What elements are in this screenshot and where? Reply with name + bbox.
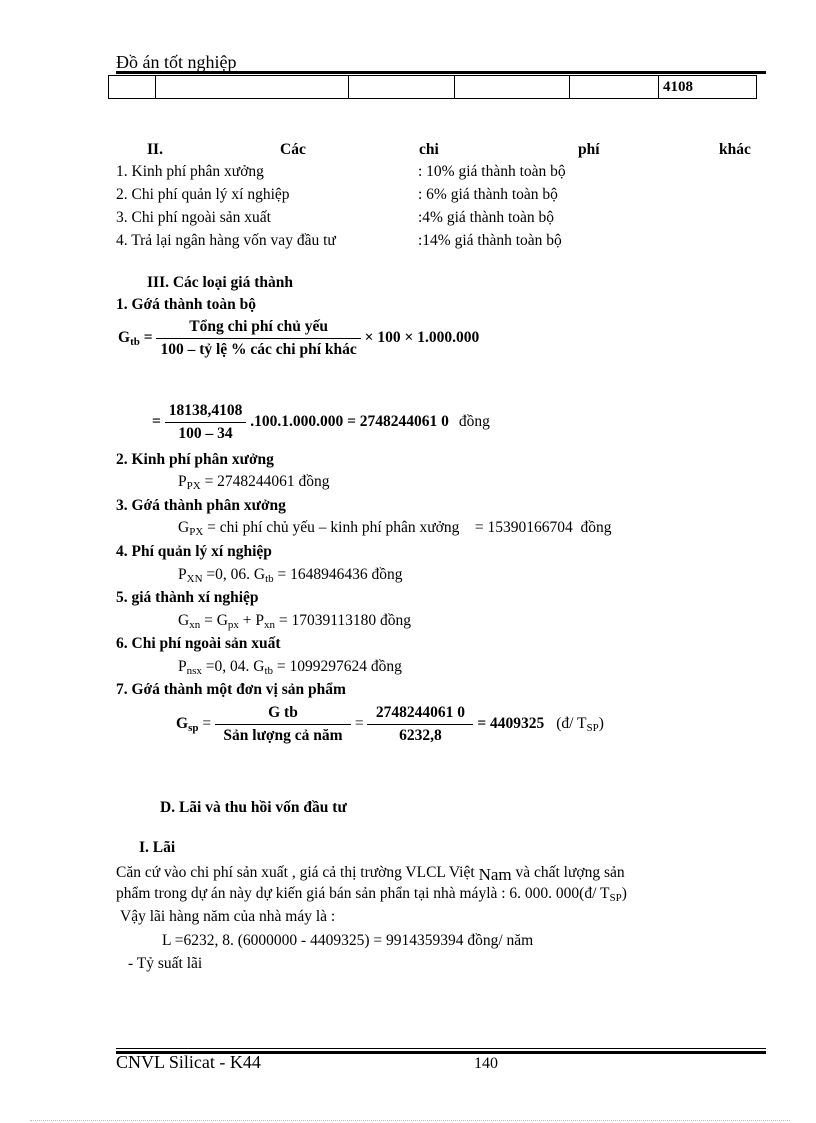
s6-formula	[178, 658, 402, 677]
s5-title: 5. giá thành xí nghiệp	[116, 589, 259, 606]
secD-profit-formula: L =6232, 8. (6000000 - 4409325) = 9914359394 đồng/ năm	[162, 932, 534, 949]
s4-title: 4. Phí quản lý xí nghiệp	[116, 543, 272, 560]
s1-title: 1. Gớá thành toàn bộ	[116, 296, 256, 313]
symbol: P	[178, 473, 187, 490]
equals: =	[152, 413, 161, 431]
fraction	[165, 402, 247, 443]
secD-sub: I. Lãi	[139, 839, 176, 856]
unit-close: )	[598, 715, 604, 733]
s7-title: 7. Gớá thành một đơn vị sản phẩm	[116, 681, 346, 698]
sec2-item-value: : 10% giá thành toàn bộ	[418, 163, 566, 180]
value: = 2748244061 đồng	[204, 473, 330, 490]
denominator: 6232,8	[399, 727, 442, 744]
text: và chất lượng sản	[515, 864, 625, 881]
formula-sub: tb	[130, 336, 140, 349]
subscript: SP	[609, 892, 622, 904]
subscript: px	[227, 619, 239, 631]
formula-gtb-value	[152, 402, 490, 443]
symbol: G	[178, 612, 190, 629]
formula-sub: sp	[188, 722, 199, 735]
fraction	[215, 704, 351, 745]
table-cell-value: 4108	[659, 76, 757, 99]
summary-table	[108, 75, 757, 99]
s6-title: 6. Chi phí ngoài sản xuất	[116, 635, 281, 652]
secD-para-3: Vậy lãi hàng năm của nhà máy là :	[120, 908, 336, 925]
numerator: 2748244061 0	[367, 704, 473, 725]
table-cell	[349, 76, 455, 99]
footer-rule	[116, 1048, 766, 1049]
numerator: G tb	[215, 704, 351, 725]
text: Nam	[478, 865, 512, 884]
sec2-heading-2: Các	[280, 141, 306, 158]
subscript: PX	[186, 480, 201, 492]
secD-para-2	[116, 885, 627, 904]
value: = 17039113180 đồng	[278, 612, 412, 629]
s4-formula	[178, 566, 403, 585]
symbol: G	[178, 519, 190, 536]
header-title: Đồ án tốt nghiệp	[116, 52, 237, 72]
secD-profit-rate: - Tỷ suất lãi	[128, 955, 203, 972]
secD-heading: D. Lãi và thu hồi vốn đầu tư	[160, 799, 347, 816]
value: = chi phí chủ yếu – kinh phí phân xưởng = 15390166704 đồng	[207, 519, 612, 536]
denominator: 100 – tỷ lệ % các chi phí khác	[160, 341, 357, 358]
subscript: nsx	[186, 665, 202, 677]
formula-symbol: G	[118, 329, 131, 347]
value: = 1099297624 đồng	[276, 658, 402, 675]
mid: + P	[242, 612, 265, 629]
bottom-dotted-rule	[30, 1120, 790, 1121]
equals: =	[354, 715, 364, 733]
result: = 4409325	[477, 715, 545, 733]
mid: =0, 04. G	[205, 658, 265, 675]
s2-title: 2. Kinh phí phân xưởng	[116, 451, 274, 468]
sec2-item-value: :4% giá thành toàn bộ	[418, 209, 555, 226]
header-rule	[116, 71, 766, 74]
symbol: P	[178, 566, 187, 583]
result: .100.1.000.000 = 2748244061 0	[250, 413, 449, 431]
footer-left: CNVL Silicat - K44	[116, 1052, 261, 1072]
sec2-item-label: 1. Kinh phí phân xưởng	[116, 163, 264, 180]
mid: = G	[204, 612, 228, 629]
table-cell	[455, 76, 570, 99]
sec3-heading: III. Các loại giá thành	[147, 274, 293, 291]
s3-title: 3. Gớá thành phân xưởng	[116, 497, 286, 514]
table-cell	[570, 76, 659, 99]
sec2-item-value: : 6% giá thành toàn bộ	[418, 186, 558, 203]
formula-gsp	[176, 704, 604, 745]
denominator: 100 – 34	[178, 425, 233, 442]
unit: đồng	[458, 413, 490, 431]
subscript: xn	[264, 619, 276, 631]
fraction	[156, 318, 360, 359]
sec2-heading-3: chi	[419, 141, 439, 158]
subscript: SP	[586, 722, 599, 735]
formula-gtb	[118, 318, 479, 359]
subscript: xn	[189, 619, 201, 631]
unit	[556, 715, 604, 735]
multiplier: × 100 × 1.000.000	[364, 329, 480, 347]
denominator: Sản lượng cả năm	[223, 727, 343, 744]
sec2-heading-5: khác	[719, 141, 751, 158]
table-cell	[109, 76, 156, 99]
s3-formula	[178, 519, 611, 538]
s5-formula	[178, 612, 411, 631]
page-number: 140	[474, 1055, 498, 1072]
table-cell	[156, 76, 349, 99]
sec2-heading-4: phí	[578, 141, 600, 158]
table-row	[109, 76, 757, 99]
equals: =	[143, 329, 153, 347]
secD-para-1	[116, 862, 625, 882]
fraction	[367, 704, 473, 745]
mid: =0, 06. G	[206, 566, 266, 583]
sec2-item-label: 2. Chi phí quản lý xí nghiệp	[116, 186, 290, 203]
sec2-item-label: 3. Chi phí ngoài sản xuất	[116, 209, 271, 226]
symbol: P	[178, 658, 187, 675]
formula-symbol: G	[176, 715, 189, 733]
subscript: PX	[189, 526, 204, 538]
text: )	[621, 885, 627, 902]
sec2-heading-1: II.	[147, 141, 163, 158]
value: = 1648946436 đồng	[277, 566, 403, 583]
subscript: tb	[264, 665, 274, 677]
numerator: 18138,4108	[165, 402, 247, 423]
subscript: XN	[186, 573, 203, 585]
text: phẩm trong dự án này dự kiến giá bán sản phẩn tại nhà máylà : 6. 000. 000(đ/ T	[116, 885, 610, 902]
text: Căn cứ vào chi phí sản xuất , giá cả thị trường VLCL Việt	[116, 864, 475, 881]
equals: =	[202, 715, 212, 733]
sec2-item-value: :14% giá thành toàn bộ	[418, 232, 562, 249]
unit-text: (đ/ T	[556, 715, 587, 733]
sec2-item-label: 4. Trả lại ngân hàng vốn vay đầu tư	[116, 232, 336, 249]
numerator: Tổng chi phí chủ yếu	[156, 318, 360, 339]
s2-formula	[178, 473, 330, 492]
subscript: tb	[265, 573, 274, 585]
